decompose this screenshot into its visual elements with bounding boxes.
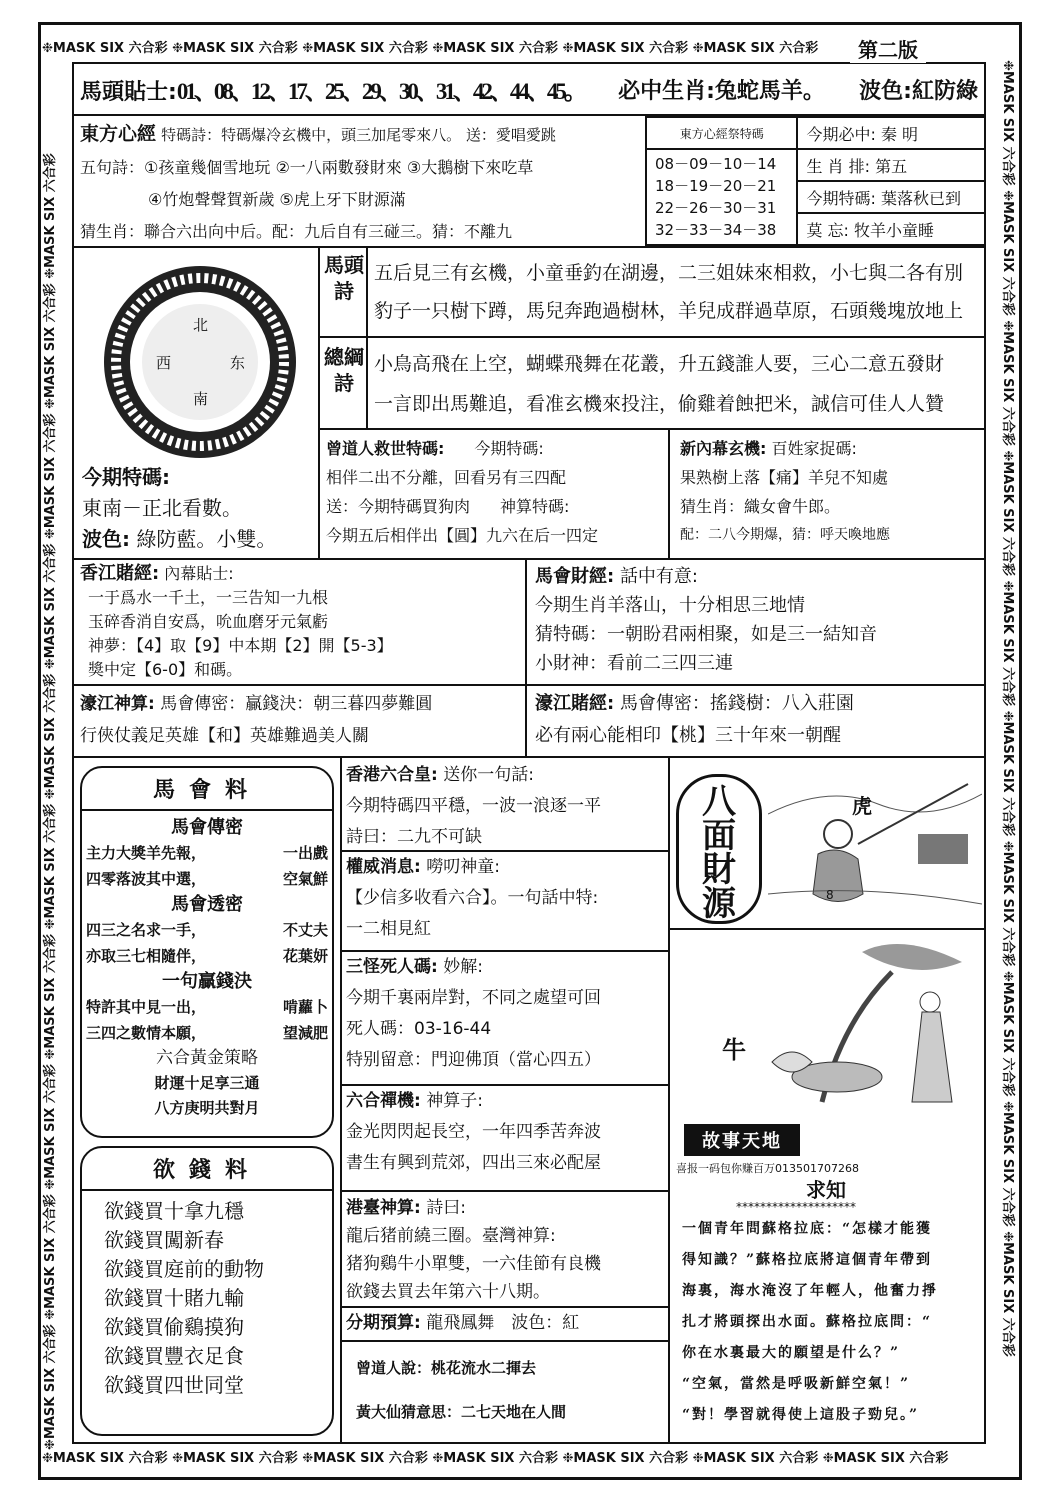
dongfang-poem: 特碼詩：特碼爆冷玄機中，頭三加尾零來八。 送：愛唱愛跳	[161, 126, 556, 144]
color-value: 紅防綠	[911, 78, 978, 104]
fisherman-tiger-illustration	[768, 764, 982, 924]
tips-label: 馬頭貼士:	[80, 79, 177, 105]
compass-west: 西	[156, 354, 172, 372]
header-tips	[74, 64, 984, 114]
compass-east: 东	[230, 354, 246, 372]
yuqian-liao-title: 欲錢料	[82, 1148, 332, 1191]
bottom-sayings: 曾道人說：桃花流水二揮去 黃大仙猜意思：二七天地在人間	[356, 1359, 567, 1421]
story-stars: ********************	[736, 1200, 856, 1214]
guess-line: 猜生肖：聯合六出向中后。配：九后自有三碰三。猜：不離九	[80, 222, 513, 241]
five-line-1: ①孩童幾個雪地玩 ②一八兩數發財來 ③大鵝樹下來吃草	[144, 158, 534, 177]
yuqian-list: 欲錢買十拿九穩 欲錢買闖新春 欲錢買庭前的動物 欲錢買十賭九輸 欲錢買偷鷄摸狗 欲錢買豐衣足食 欲錢買四世同堂	[104, 1199, 264, 1397]
story-title: 求知	[806, 1178, 846, 1202]
mahui-liao-box: 馬會料 馬會傳密 主力大獎羊先報， 一出戲 四零落波其中選， 空氣鮮 馬會透密 四三之名求一手， 不丈夫 亦取三七相隨伴， 花葉妍 一句贏錢決 特許其中見一出， 啃蘿卜 三四之數情本願， 望減肥 六合黃金策略 財運十足享三通 八方庚明共對月	[80, 766, 334, 1138]
zodiac-label: 必中生肖:	[618, 78, 715, 104]
info-row: 今期必中: 秦 明	[797, 117, 985, 149]
middle-section: 港臺神算: 詩曰: 龍后猪前繞三圈。臺灣神算: 猪狗鷄牛小單雙，一六佳節有良機 欲錢去買去年第六十八期。	[342, 1192, 668, 1308]
divider	[668, 928, 986, 930]
middle-section: 六合禪機: 神算子: 金光閃閃起長空，一年四季苦奔波 書生有興到荒郊，四出三來必配屋	[342, 1086, 668, 1192]
info-row: 莫 忘: 牧羊小童睡	[797, 213, 985, 245]
border-band-right: ❉MASK SIX 六合彩 ❉MASK SIX 六合彩 ❉MASK SIX 六合彩 ❉MASK SIX 六合彩 ❉MASK SIX 六合彩 ❉MASK SIX 六合彩 ❉MASK SIX 六合彩 ❉MASK SIX 六合彩 ❉MASK SIX 六合彩 ❉MASK SIX 六合彩	[1000, 60, 1015, 1357]
tiger-label: 虎	[852, 794, 872, 818]
zonggang-poem: 總綱詩 小鳥高飛在上空，蝴蝶飛舞在花叢，升五錢誰人要，三心二意五發財 一言即出馬難追，看准玄機來投注，偷雞着蝕把米，誠信可佳人人贊	[320, 338, 986, 430]
divider	[72, 558, 986, 560]
border-band-top: ❉MASK SIX 六合彩 ❉MASK SIX 六合彩 ❉MASK SIX 六合彩 ❉MASK SIX 六合彩 ❉MASK SIX 六合彩 ❉MASK SIX 六合彩	[42, 41, 819, 56]
matou-label: 馬頭詩	[324, 253, 364, 303]
five-label: 五句詩：	[80, 158, 145, 177]
yuqian-liao-box	[80, 1146, 334, 1436]
border-band-left: ❉MASK SIX 六合彩 ❉MASK SIX 六合彩 ❉MASK SIX 六合彩 ❉MASK SIX 六合彩 ❉MASK SIX 六合彩 ❉MASK SIX 六合彩 ❉MASK SIX 六合彩 ❉MASK SIX 六合彩 ❉MASK SIX 六合彩 ❉MASK SIX 六合彩	[43, 153, 58, 1450]
divider	[525, 558, 527, 756]
middle-section: 三怪死人碼: 妙解: 今期千裏兩岸對，不同之處望可回 死人碼：03-16-44 特别留意：門迎佛頂（當心四五）	[342, 952, 668, 1086]
mahui-liao-title: 馬會料	[82, 768, 332, 811]
zonggang-label: 總綱詩	[324, 345, 364, 395]
five-line-2: ④竹炮聲聲賀新歲 ⑤虎上牙下財源滿	[148, 190, 406, 209]
border-band-bottom: ❉MASK SIX 六合彩 ❉MASK SIX 六合彩 ❉MASK SIX 六合彩 ❉MASK SIX 六合彩 ❉MASK SIX 六合彩 ❉MASK SIX 六合彩 ❉MASK SIX 六合彩	[42, 1451, 949, 1466]
xiangjiang-section: 香江賭經: 內幕貼士: 一于爲水一千土，一三告知一九根 玉碎香消自安爲，吮血磨牙元氣虧 神夢：【4】取【9】中本期【2】開【5-3】 獎中定【6-0】和碼。	[80, 563, 393, 679]
dongfang-section	[80, 120, 640, 246]
story-body: 一個青年問蘇格拉底：“怎樣才能獲 得知識？”蘇格拉底將這個青年帶到 海裏，海水淹沒了年輕人，他奮力掙 扎才將頭探出水面。蘇格拉底問：“ 你在水裏最大的願望是什么？” “空氣，當然是呼吸新鮮空氣！” “對！學習就得使上這股子勁兒。”	[682, 1221, 938, 1423]
divider	[668, 756, 670, 1442]
divider	[72, 756, 986, 758]
middle-section: 權威消息: 嘮叨神童: 【少信多收看六合】。一句話中特: 一二相見紅	[342, 852, 668, 952]
compass-north: 北	[193, 316, 209, 334]
tips-numbers: 01、08、12、17、25、29、30、31、42、44、45。	[176, 78, 584, 104]
divider	[668, 430, 670, 558]
matou-poem: 馬頭詩 五后見三有玄機，小童垂釣在湖邊，二三姐妹來相救，小七與二各有別 豹子一只樹下蹲，馬兒奔跑過樹林，羊兒成群過草原，石頭幾塊放地上	[320, 248, 986, 338]
ox-label: 牛	[722, 1036, 746, 1064]
numbers-info-table	[645, 116, 986, 246]
compass-special: 今期特碼: 東南－正北看數。 波色: 綠防藍。小雙。	[82, 465, 277, 551]
numbers-title: 東方心經祭特碼	[646, 117, 797, 149]
dongfang-title: 東方心經	[80, 123, 157, 145]
edition-label: 第二版	[850, 34, 926, 63]
numbers-list: 08－09－10－14 18－19－20－21 22－26－30－31 32－33－34－38	[646, 149, 797, 245]
haojiang-shensuan-section: 濠江神算: 馬會傳密：贏錢決：朝三暮四夢難圓 行俠仗義足英雄【和】英雄難過美人關	[80, 694, 433, 746]
mahui-caijing-section: 馬會財經: 話中有意: 今期生肖羊落山，十分相思三地情 猜特碼：一朝盼君兩相聚，如是三一結知音 小財神：看前二三四三連	[535, 566, 877, 674]
info-row: 今期特碼: 葉落秋已到	[797, 181, 985, 213]
zengdaoren-section: 曾道人救世特碼: 今期特碼: 相伴二出不分離，回看另有三四配 送：今期特碼買狗肉 神算特碼: 今期五后相伴出【圓】九六在后一四定	[326, 439, 599, 545]
bamian-caiyuan-logo: 八面財源	[676, 774, 762, 924]
divider	[72, 684, 986, 686]
info-row: 生 肖 排: 第五	[797, 149, 985, 181]
cowherd-weaver-illustration	[672, 932, 982, 1112]
number-label: 8	[826, 888, 834, 902]
story-header: 故事天地	[684, 1124, 800, 1156]
haojiang-dujing-section: 濠江賭經: 馬會傳密：搖錢樹：八入莊園 必有兩心能相印【桃】三十年來一朝醒	[535, 693, 854, 746]
color-label: 波色:	[859, 78, 912, 104]
middle-section: 分期預算: 龍飛鳳舞 波色：紅	[342, 1308, 668, 1342]
middle-column	[342, 760, 668, 1442]
xinneimu-section: 新內幕玄機: 百姓家捉碼: 果熟樹上落【痛】羊兒不知處 猜生肖：織女會牛郎。 配：二八今期爆，猜：呼天喚地應	[680, 439, 890, 543]
middle-section: 香港六合皇: 送你一句話: 今期特碼四平穩，一波一浪逐一平 詩曰：二九不可缺	[342, 760, 668, 852]
zodiac-value: 兔蛇馬羊。	[714, 78, 825, 104]
ad-text: 喜报一码包你赚百万013501707268	[676, 1162, 859, 1175]
compass-image	[95, 262, 305, 462]
compass-south: 南	[193, 390, 209, 408]
